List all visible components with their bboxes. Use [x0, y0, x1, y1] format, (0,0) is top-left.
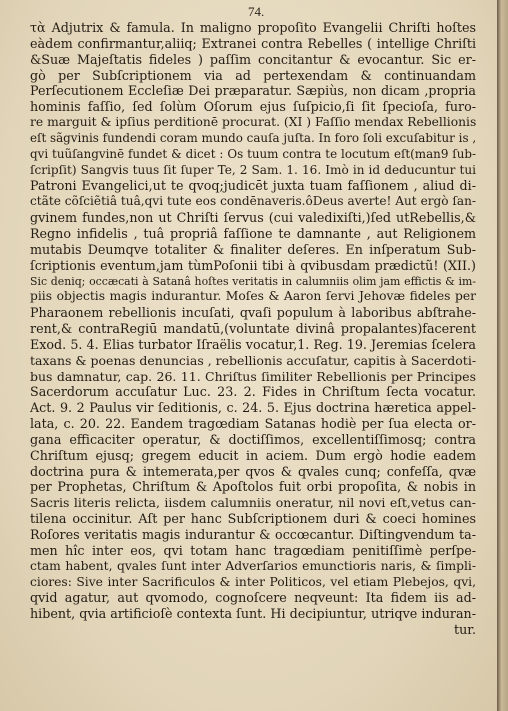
text-line: piis objectis magis indurantur. Moſes & Aaron ſervi Jehovæ fideles per: [30, 289, 476, 304]
text-line-catchword: tur.: [454, 622, 476, 638]
text-line: doctrina pura & intemerata,per qvos & qvales cunq; confeſſa, qvæ: [30, 463, 476, 479]
text-line: taxans & poenas denuncias , rebellionis accuſatur, capitis à Sacerdoti-: [30, 352, 477, 368]
text-line: Sacerdorum accuſatur Luc. 23. 2. Fides in Chriſtum ſecta vocatur.: [30, 384, 476, 400]
text-line: Chriſtum ejusq; gregem educit in aciem. Dum ergò hodie eadem: [30, 447, 476, 463]
text-line: ſcripſit) Sangvis tuus ſit ſuper Te, 2 Sam. 1. 16. Imò in id deducuntur tui: [30, 162, 476, 177]
text-line: gò per Subſcriptionem via ad pertexendam & continuandam: [30, 67, 476, 83]
text-line: eàdem confirmantur,aliiq; Extranei contra Rebelles ( intellige Chriſti: [30, 35, 476, 51]
text-line: eſt sãgvinis fundendi coram mundo cauſa juſta. In foro ſoli excuſabitur is ,: [30, 130, 477, 145]
text-line: gvinem fundes,non ut Chriſti ſervus (cui valedixiſti,)ſed utRebellis,&: [30, 210, 476, 226]
text-line: Act. 9. 2 Paulus vir ſeditionis, c. 24. 5. Ejus doctrina hæretica appel-: [30, 400, 476, 416]
text-line: Exod. 5. 4. Elias turbator Iſraëlis vocatur,1. Reg. 19. Jeremias ſcelera: [30, 336, 476, 352]
text-line: Sacris literis relicta, iisdem calumniis oneratur, nil novi eſt,vetus can-: [30, 495, 476, 511]
text-line: men hîc inter eos, qvi totam hanc tragœdiam penitiſſimè perſpe-: [30, 542, 476, 558]
text-line: bus damnatur, cap. 26. 11. Chriſtus ſimiliter Rebellionis per Principes: [30, 368, 476, 384]
text-line: re marguit & ipſius perditionē procurat. (XI ) Faſſio mendax Rebellionis: [30, 115, 477, 130]
text-line: Patroni Evangelici,ut te qvoq;judicēt juxta tuam faſſionem , aliud di-: [30, 178, 476, 194]
text-line: mutabis Deumqve totaliter & finaliter deſeres. En inſperatum Sub-: [30, 241, 476, 257]
text-line: qvid agatur, aut qvomodo, cognoſcere neqveunt: Ita fidem iis ad-: [30, 590, 476, 606]
text-line: Perſecutionem Eccleſiæ Dei præparatur. Sæpiùs, non dicam ,propria: [30, 83, 476, 99]
text-line: ctãte cõſciẽtiâ tuâ,qvi tute eos condēnaveris.ôDeus averte! Aut ergò ſan-: [30, 194, 476, 209]
next-page-edge: [497, 0, 508, 711]
body-text: [30, 20, 476, 638]
text-line: hominis faſſio, ſed ſolùm Oſorum ejus ſuſpicio,ſi ſit ſpecioſa, furo-: [30, 99, 476, 115]
text-line: rent,& contraRegiū mandatū,(voluntate divinâ propalantes)facerent: [30, 321, 476, 337]
text-line: lata, c. 20. 22. Eandem tragœdiam Satanas hodiè per ſua electa or-: [30, 416, 476, 432]
text-line: qvi tuũſangvinē fundet & dicet : Os tuum contra te locutum eſt(man9 ſub-: [30, 146, 476, 161]
text-line: Sic deniq; occæcati à Satanâ hoſtes veritatis in calumniis olim jam effictis & im-: [30, 274, 476, 288]
text-line: hibent, qvia artificioſè contexta ſunt. Hi decipiuntur, utriqve induran-: [30, 606, 476, 622]
text-line: ciores: Sive inter Sacrificulos & inter Politicos, vel etiam Plebejos, qvi,: [30, 574, 476, 589]
text-line: Regno infidelis , tuâ propriâ faſſione te damnante , aut Religionem: [30, 225, 476, 241]
text-line: &Suæ Majeſtatis fideles ) paſſim concitantur & evocantur. Sic er-: [30, 51, 476, 67]
text-line: ctam habent, qvales ſunt inter Adverſarios emunctioris naris, & ſimpli-: [30, 558, 476, 573]
text-line: per Prophetas, Chriſtum & Apoſtolos fuit orbi propoſita, & nobis in: [30, 479, 476, 495]
page-number: 74.: [248, 4, 265, 19]
text-line: tilena occinitur. Aſt per hanc Subſcriptionem duri & coeci homines: [30, 511, 476, 527]
text-line: ſcriptionis eventum,jam tùmPoſonii tibi à qvibusdam prædictũ! (XII.): [30, 257, 476, 273]
text-line: gana efficaciter operatur, & doctiſſimos, excellentiſſimosq; contra: [30, 431, 476, 447]
text-line: Roſores veritatis magis indurantur & occœcantur. Diſtingvendum ta-: [30, 527, 476, 542]
text-line: Pharaonem rebellionis incuſati, qvaſi populum à laboribus abſtrahe-: [30, 305, 476, 321]
text-line: τὰ Adjutrix & famula. In maligno propoſito Evangelii Chriſti hoſtes: [30, 20, 476, 35]
